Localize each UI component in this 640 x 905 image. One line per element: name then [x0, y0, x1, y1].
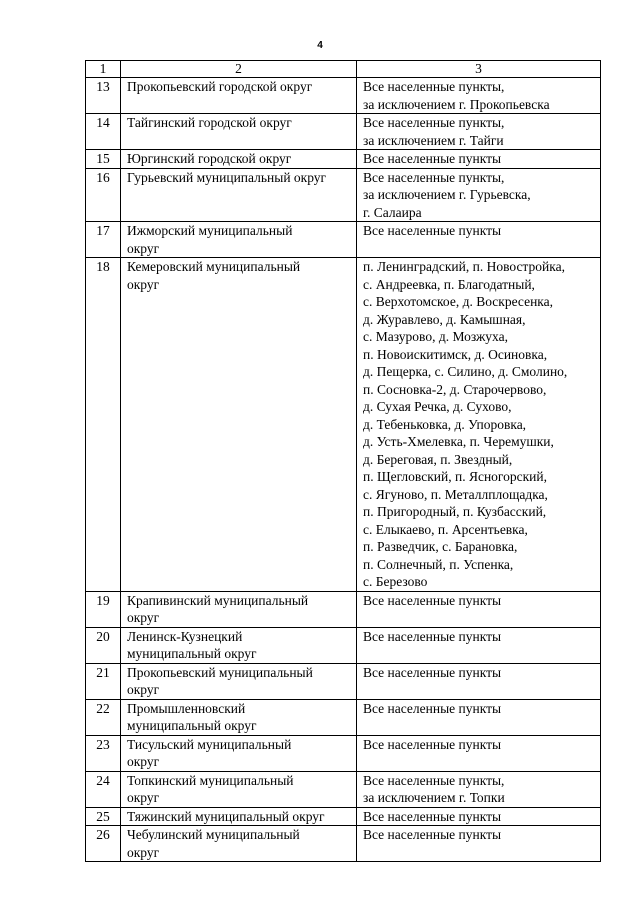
- municipality-name-cell: [121, 222, 357, 258]
- header-cell-settlements: 3: [357, 61, 601, 78]
- table-row: [86, 168, 601, 222]
- municipality-name-line: Юргинский городской округ: [127, 151, 292, 166]
- row-number: 15: [86, 150, 121, 169]
- table-row: [86, 699, 601, 735]
- municipality-name-line: Промышленновский: [127, 700, 246, 716]
- settlement-line: д. Тебеньковка, д. Упоровка,: [363, 416, 527, 432]
- municipality-name-line: Кемеровский муниципальный: [127, 259, 301, 274]
- municipality-name-cell: [121, 627, 357, 663]
- row-number: 18: [86, 258, 121, 592]
- municipality-name-line: округ: [127, 844, 160, 860]
- settlement-line: с. Мазурово, д. Мозжуха,: [363, 329, 508, 344]
- settlement-line: д. Береговая, п. Звездный,: [363, 451, 513, 467]
- settlement-line: п. Новоискитимск, д. Осиновка,: [363, 346, 548, 362]
- table-row: [86, 807, 601, 826]
- municipality-name-line: муниципальный округ: [127, 646, 257, 661]
- municipality-name-line: Тяжинский муниципальный округ: [127, 808, 325, 824]
- settlement-line: за исключением г. Прокопьевска: [363, 96, 550, 112]
- settlement-line: Все населенные пункты: [363, 664, 502, 680]
- municipality-name-line: округ: [127, 276, 160, 292]
- settlement-line: г. Салаира: [363, 204, 422, 220]
- settlement-line: с. Елыкаево, п. Арсентьевка,: [363, 521, 528, 537]
- header-cell-number: 1: [86, 61, 121, 78]
- municipality-name-cell: [121, 168, 357, 222]
- settlement-line: Все населенные пункты,: [363, 115, 505, 130]
- settlements-cell: [357, 735, 601, 771]
- settlements-cell: [357, 78, 601, 114]
- table-row: [86, 627, 601, 663]
- municipality-name-cell: [121, 663, 357, 699]
- settlement-line: Все населенные пункты: [363, 808, 502, 824]
- table-row: [86, 222, 601, 258]
- municipality-name-cell: [121, 771, 357, 807]
- table-row: [86, 150, 601, 169]
- settlement-line: Все населенные пункты: [363, 736, 502, 752]
- settlement-line: д. Сухая Речка, д. Сухово,: [363, 399, 512, 414]
- settlements-cell: [357, 699, 601, 735]
- municipality-name-cell: [121, 591, 357, 627]
- municipality-name-line: Прокопьевский муниципальный: [127, 664, 313, 680]
- settlement-line: Все населенные пункты: [363, 151, 502, 166]
- settlements-cell: [357, 826, 601, 862]
- row-number: 14: [86, 114, 121, 150]
- table-row: [86, 114, 601, 150]
- settlement-line: с. Ягуново, п. Металлплощадка,: [363, 486, 548, 502]
- municipality-name-line: округ: [127, 240, 160, 256]
- settlement-line: за исключением г. Гурьевска,: [363, 187, 531, 202]
- settlement-line: Все населенные пункты,: [363, 79, 505, 94]
- settlement-line: Все населенные пункты: [363, 827, 502, 842]
- settlement-line: за исключением г. Топки: [363, 790, 505, 805]
- row-number: 25: [86, 807, 121, 826]
- table-row: [86, 771, 601, 807]
- settlement-line: п. Разведчик, с. Барановка,: [363, 539, 518, 554]
- settlements-cell: [357, 150, 601, 169]
- settlements-cell: [357, 807, 601, 826]
- page-number: 4: [317, 40, 323, 51]
- municipality-name-cell: [121, 78, 357, 114]
- table-row: [86, 826, 601, 862]
- table-row: [86, 78, 601, 114]
- municipality-name-line: округ: [127, 790, 160, 805]
- municipality-name-cell: [121, 258, 357, 592]
- settlements-cell: [357, 258, 601, 592]
- settlement-line: с. Березово: [363, 574, 428, 589]
- municipality-name-line: Топкинский муниципальный: [127, 772, 294, 788]
- settlement-line: за исключением г. Тайги: [363, 132, 504, 148]
- municipality-name-line: округ: [127, 682, 160, 697]
- row-number: 24: [86, 771, 121, 807]
- settlements-cell: [357, 168, 601, 222]
- settlement-line: Все населенные пункты,: [363, 772, 505, 788]
- row-number: 22: [86, 699, 121, 735]
- municipality-name-line: Ижморский муниципальный: [127, 223, 293, 238]
- row-number: 13: [86, 78, 121, 114]
- municipality-name-cell: [121, 150, 357, 169]
- settlement-line: Все населенные пункты: [363, 223, 502, 238]
- municipality-name-line: округ: [127, 610, 160, 625]
- settlement-line: Все населенные пункты: [363, 592, 502, 608]
- settlement-line: п. Ленинградский, п. Новостройка,: [363, 259, 565, 274]
- settlement-line: п. Солнечный, п. Успенка,: [363, 556, 514, 572]
- municipality-name-line: Тайгинский городской округ: [127, 115, 292, 130]
- settlements-cell: [357, 591, 601, 627]
- settlement-line: Все населенные пункты: [363, 700, 502, 716]
- settlement-line: с. Верхотомское, д. Воскресенка,: [363, 294, 554, 309]
- municipality-name-cell: [121, 735, 357, 771]
- municipality-name-line: Ленинск-Кузнецкий: [127, 628, 243, 644]
- settlements-cell: [357, 771, 601, 807]
- municipality-name-line: Прокопьевский городской округ: [127, 79, 313, 94]
- municipalities-table: [85, 60, 601, 862]
- row-number: 19: [86, 591, 121, 627]
- municipality-name-line: округ: [127, 754, 160, 769]
- row-number: 17: [86, 222, 121, 258]
- row-number: 26: [86, 826, 121, 862]
- municipality-name-line: Тисульский муниципальный: [127, 736, 292, 752]
- settlements-cell: [357, 627, 601, 663]
- municipality-name-line: Гурьевский муниципальный округ: [127, 169, 327, 185]
- municipality-name-cell: [121, 807, 357, 826]
- table-row: [86, 735, 601, 771]
- settlements-cell: [357, 663, 601, 699]
- settlement-line: Все населенные пункты,: [363, 169, 505, 185]
- settlement-line: п. Пригородный, п. Кузбасский,: [363, 504, 547, 519]
- row-number: 23: [86, 735, 121, 771]
- settlements-cell: [357, 114, 601, 150]
- settlement-line: п. Сосновка-2, д. Старочервово,: [363, 381, 547, 397]
- row-number: 21: [86, 663, 121, 699]
- settlement-line: д. Усть-Хмелевка, п. Черемушки,: [363, 434, 554, 449]
- municipality-name-cell: [121, 826, 357, 862]
- settlement-line: с. Андреевка, п. Благодатный,: [363, 276, 535, 292]
- table-row: [86, 591, 601, 627]
- municipality-name-line: Чебулинский муниципальный: [127, 827, 300, 842]
- table-row: [86, 258, 601, 592]
- settlement-line: д. Пещерка, с. Силино, д. Смолино,: [363, 364, 568, 379]
- municipality-name-line: муниципальный округ: [127, 718, 257, 733]
- municipality-name-cell: [121, 114, 357, 150]
- settlement-line: п. Щегловский, п. Ясногорский,: [363, 469, 547, 484]
- row-number: 20: [86, 627, 121, 663]
- municipality-name-cell: [121, 699, 357, 735]
- table-row: [86, 663, 601, 699]
- header-cell-municipality: 2: [121, 61, 357, 78]
- settlement-line: д. Журавлево, д. Камышная,: [363, 311, 526, 327]
- settlements-cell: [357, 222, 601, 258]
- table-header-row: [86, 61, 601, 78]
- settlement-line: Все населенные пункты: [363, 628, 502, 644]
- row-number: 16: [86, 168, 121, 222]
- municipality-name-line: Крапивинский муниципальный: [127, 592, 309, 608]
